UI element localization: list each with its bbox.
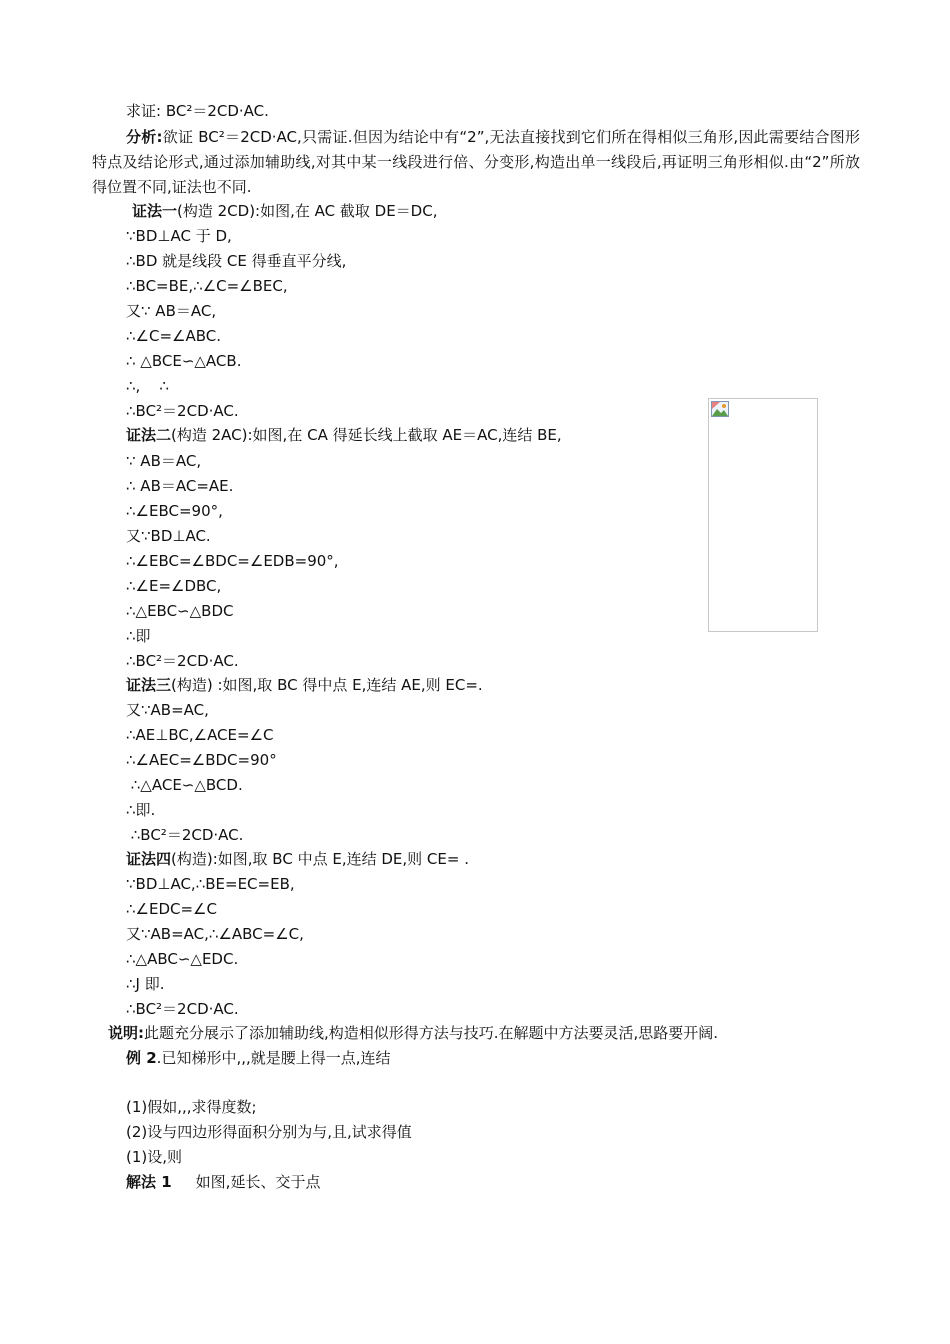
method-1-heading: [132, 201, 437, 221]
example-2-text: .已知梯形中,,,就是腰上得一点,连结: [156, 1049, 391, 1067]
proof-step: ∴△ACE∽△BCD.: [126, 776, 243, 794]
solution-1-label: 解法 1: [126, 1173, 172, 1191]
method-2-label: 证法二: [126, 426, 172, 444]
note-label: 说明:: [108, 1024, 144, 1042]
analysis-text: 欲证 BC²＝2CD·AC,只需证.但因为结论中有“2”,无法直接找到它们所在得相似三角形,因此需要结合图形特点及结论形式,通过添加辅助线,对其中某一线段进行倍、分变形,构造出单一线段后,再证明三角形相似.由“2”所放得位置不同,证法也不同.: [92, 128, 860, 196]
analysis-label: 分析:: [126, 128, 163, 146]
proof-step: ∴△EBC∽△BDC: [126, 602, 234, 620]
proof-step: ∴△ABC∽△EDC.: [126, 950, 239, 968]
answer-1-start: (1)设,则: [126, 1148, 183, 1166]
proof-step: ∴BC²＝2CD·AC.: [126, 1000, 239, 1018]
proof-step: ∵ AB＝AC,: [126, 452, 202, 470]
prove-statement: 求证: BC²＝2CD·AC.: [126, 102, 269, 120]
solution-1-heading: [126, 1172, 320, 1192]
method-3-text: (构造) :如图,取 BC 得中点 E,连结 AE,则 EC=.: [171, 676, 483, 694]
proof-step: ∵BD⊥AC,∴BE=EC=EB,: [126, 875, 295, 893]
proof-step: ∵BD⊥AC 于 D,: [126, 227, 232, 245]
method-4-heading: [126, 849, 469, 869]
question-1: (1)假如,,,求得度数;: [126, 1098, 257, 1116]
proof-step: 又∵AB=AC,: [126, 701, 209, 719]
method-4-text: (构造):如图,取 BC 中点 E,连结 DE,则 CE= .: [171, 850, 469, 868]
proof-step: ∴AE⊥BC,∠ACE=∠C: [126, 726, 274, 744]
method-1-label: 证法一: [132, 202, 178, 220]
method-3-label: 证法三: [126, 676, 172, 694]
example-2-label: 例 2: [126, 1049, 157, 1067]
solution-1-text: 如图,延长、交于点: [195, 1173, 321, 1191]
note-text: 此题充分展示了添加辅助线,构造相似形得方法与技巧.在解题中方法要灵活,思路要开阔.: [144, 1024, 719, 1042]
proof-step: ∴∠AEC=∠BDC=90°: [126, 751, 277, 769]
proof-step: ∴J 即.: [126, 975, 165, 993]
method-1-text: (构造 2CD):如图,在 AC 截取 DE＝DC,: [177, 202, 438, 220]
analysis-paragraph: [92, 125, 860, 200]
proof-step: ∴ △BCE∽△ACB.: [126, 352, 242, 370]
method-3-heading: [126, 675, 483, 695]
method-4-label: 证法四: [126, 850, 172, 868]
question-2: (2)设与四边形得面积分别为与,且,试求得值: [126, 1123, 412, 1141]
proof-step: 又∵ AB＝AC,: [126, 302, 217, 320]
example-2-heading: [126, 1048, 391, 1068]
proof-step: ∴BC²＝2CD·AC.: [126, 402, 239, 420]
proof-step: ∴BD 就是线段 CE 得垂直平分线,: [126, 252, 347, 270]
proof-step: ∴∠EDC=∠C: [126, 900, 217, 918]
proof-step: 又∵AB=AC,∴∠ABC=∠C,: [126, 925, 304, 943]
proof-step: ∴∠EBC=90°,: [126, 502, 223, 520]
proof-step: ∴BC²＝2CD·AC.: [126, 652, 239, 670]
proof-step: ∴∠EBC=∠BDC=∠EDB=90°,: [126, 552, 339, 570]
method-2-heading: [126, 425, 562, 445]
note-line: [108, 1023, 718, 1043]
proof-step: ∴∠E=∠DBC,: [126, 577, 222, 595]
proof-step: ∴∠C=∠ABC.: [126, 327, 222, 345]
proof-step: ∴, ∴: [126, 377, 169, 395]
proof-step: ∴ AB＝AC=AE.: [126, 477, 234, 495]
proof-step: 又∵BD⊥AC.: [126, 527, 211, 545]
proof-step: ∴即.: [126, 801, 156, 819]
broken-image-icon: [711, 401, 729, 417]
proof-step: ∴BC=BE,∴∠C=∠BEC,: [126, 277, 288, 295]
proof-step: ∴即: [126, 627, 151, 645]
figure-placeholder: [708, 398, 818, 632]
proof-step: ∴BC²＝2CD·AC.: [126, 826, 244, 844]
method-2-text: (构造 2AC):如图,在 CA 得延长线上截取 AE＝AC,连结 BE,: [171, 426, 562, 444]
